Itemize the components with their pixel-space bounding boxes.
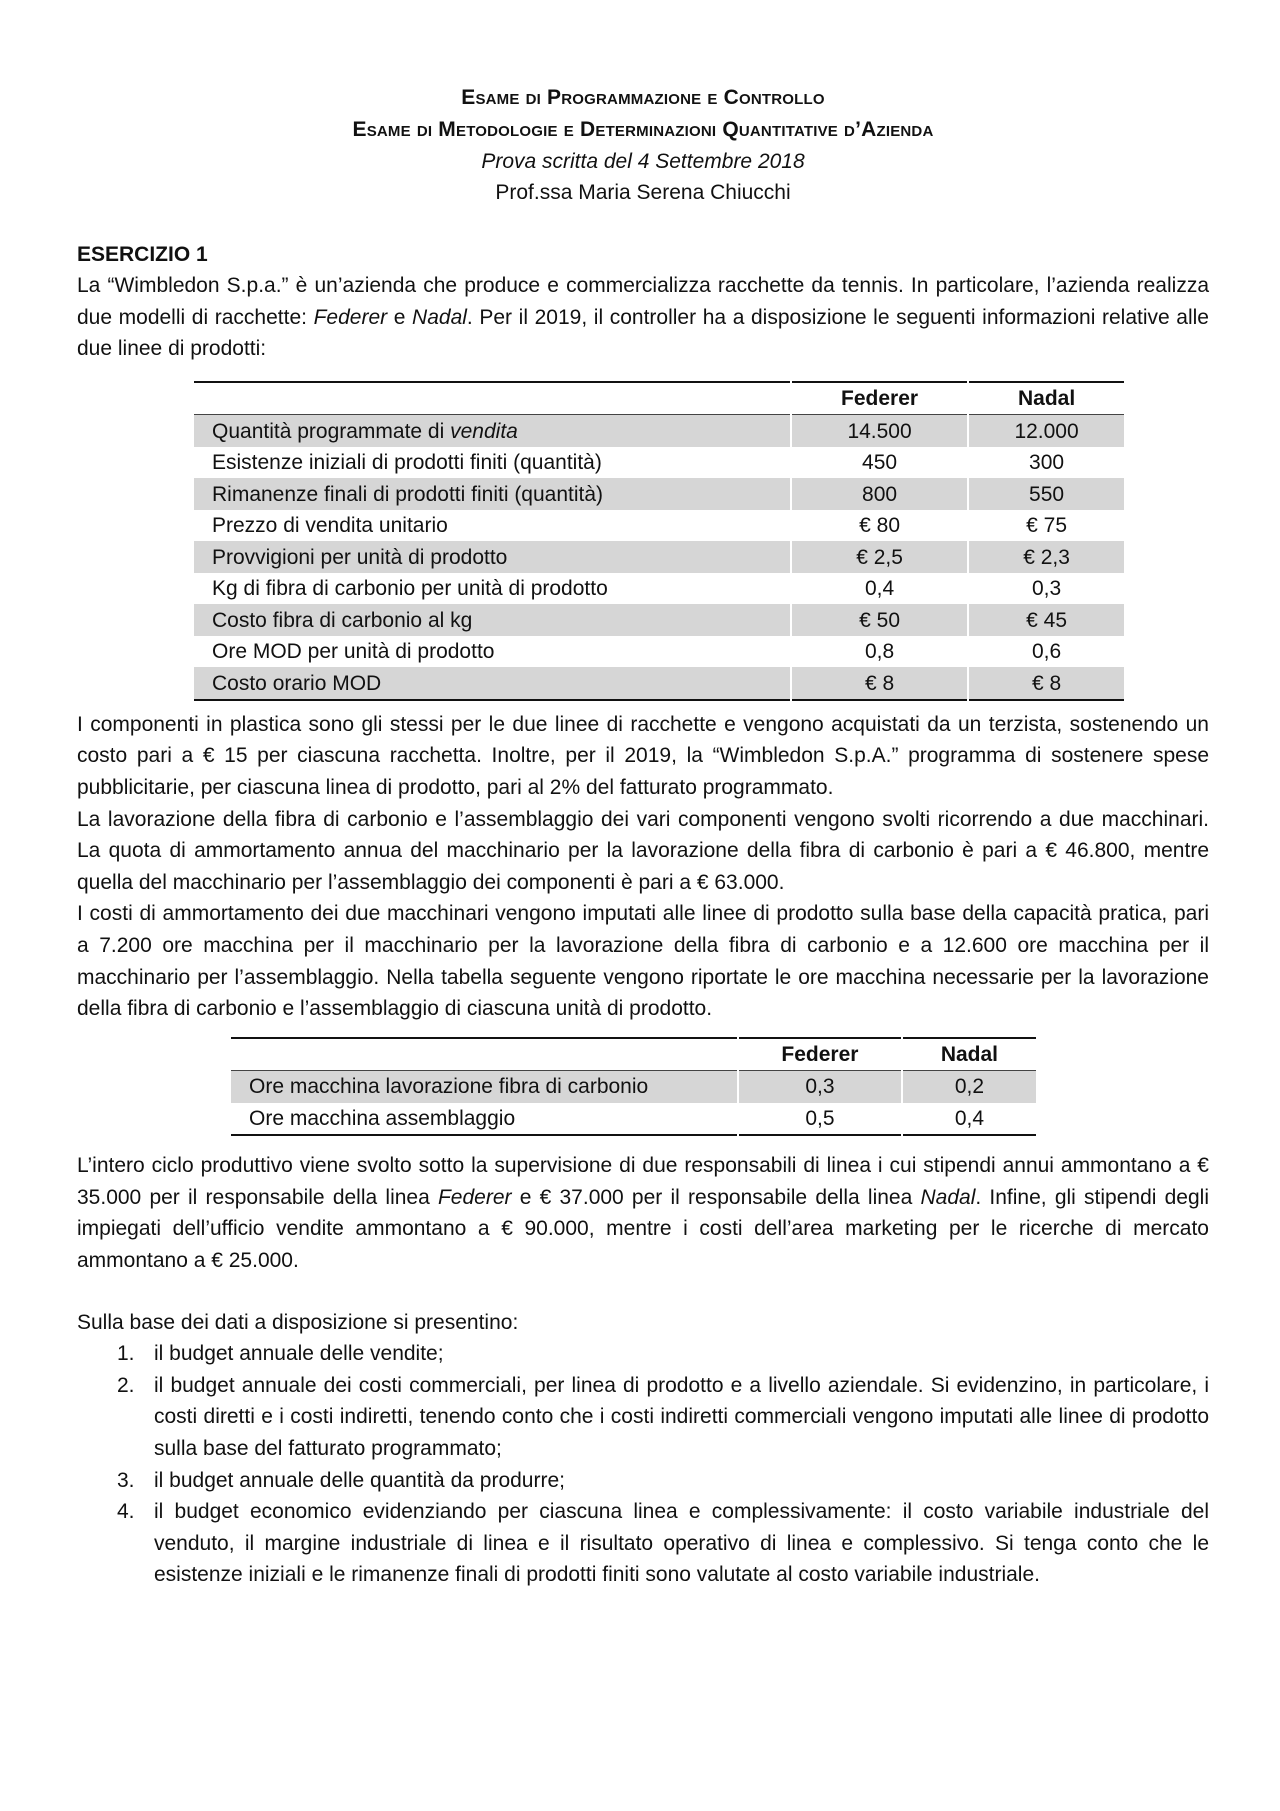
table-row — [231, 1071, 1036, 1103]
cell-nadal: € 75 — [968, 510, 1124, 542]
cell-nadal: 12.000 — [968, 415, 1124, 447]
col-header-nadal: Nadal — [968, 382, 1124, 415]
paragraph-machinery: La lavorazione della fibra di carbonio e l’assemblaggio dei vari componenti vengono svolti ricorrendo a due macchinari. La quota di ammortamento annua del macchinario per la lavorazione della fibra di carbonio è pari a € 46.800, mentre quella del macchinario per l’assemblaggio dei componenti è pari a € 63.000. — [77, 807, 1209, 894]
product-data-table — [194, 381, 1124, 701]
cell-federer: 0,4 — [791, 573, 968, 605]
cell-nadal: € 8 — [968, 667, 1124, 700]
cell-federer: € 2,5 — [791, 541, 968, 573]
paragraph-depreciation: I costi di ammortamento dei due macchinari vengono imputati alle linee di prodotto sulla base della capacità pratica, pari a 7.200 ore macchina per il macchinario per la lavorazione della fibra di carbonio e a 12.600 ore macchina per il macchinario per l’assemblaggio. Nella tabella seguente vengono riportate le ore macchina necessarie per la lavorazione della fibra di carbonio e l’assemblaggio di ciascuna unità di prodotto. — [77, 902, 1209, 1021]
cell-federer: 0,5 — [738, 1103, 902, 1136]
cell-nadal: 300 — [968, 447, 1124, 479]
row-label: Costo orario MOD — [194, 667, 791, 700]
cell-nadal: € 2,3 — [968, 541, 1124, 573]
row-label: Provvigioni per unità di prodotto — [194, 541, 791, 573]
paragraph-instructions: Sulla base dei dati a disposizione si presentino: — [77, 1310, 519, 1334]
cell-federer: 0,8 — [791, 636, 968, 668]
table-row — [194, 447, 1124, 479]
table-row — [231, 1103, 1036, 1136]
intro-paragraph: La “Wimbledon S.p.a.” è un’azienda che produce e commercializza racchette da tennis. In particolare, l’azienda realizza due modelli di racchette: Federer e Nadal. Per il 2019, il controller ha a disposizione le seguenti informazioni relative alle due linee di prodotti: — [77, 274, 1209, 361]
row-label: Quantità programmate di vendita — [194, 415, 791, 447]
cell-federer: € 8 — [791, 667, 968, 700]
table-row — [194, 478, 1124, 510]
cell-nadal: € 45 — [968, 604, 1124, 636]
exam-date: Prova scritta del 4 Settembre 2018 — [481, 150, 805, 173]
task-list — [77, 1338, 1209, 1591]
list-item: 2. il budget annuale dei costi commerciali, per linea di prodotto e a livello aziendale. Si evidenzino, in particolare, i costi diretti e i costi indiretti, tenendo conto che i costi indiretti commerciali vengono imputati alle linee di prodotto sulla base del fatturato programmato; — [117, 1373, 1209, 1460]
col-header-federer: Federer — [738, 1038, 902, 1071]
exercise-title: ESERCIZIO 1 — [77, 243, 208, 266]
cell-federer: 14.500 — [791, 415, 968, 447]
cell-federer: 450 — [791, 447, 968, 479]
row-label: Rimanenze finali di prodotti finiti (quantità) — [194, 478, 791, 510]
document-header — [77, 82, 1209, 208]
cell-nadal: 550 — [968, 478, 1124, 510]
table-row — [194, 415, 1124, 447]
list-item: 3. il budget annuale delle quantità da produrre; — [117, 1468, 565, 1492]
table-row — [194, 604, 1124, 636]
table-header-row — [194, 382, 1124, 415]
paragraph-plastic-components: I componenti in plastica sono gli stessi per le due linee di racchette e vengono acquistati da un terzista, sostenendo un costo pari a € 15 per ciascuna racchetta. Inoltre, per il 2019, la “Wimbledon S.p.A.” programma di sostenere spese pubblicitarie, per ciascuna linea di prodotto, pari al 2% del fatturato programmato. — [77, 712, 1209, 799]
cell-nadal: 0,6 — [968, 636, 1124, 668]
cell-nadal: 0,3 — [968, 573, 1124, 605]
table-row — [194, 573, 1124, 605]
row-label: Esistenze iniziali di prodotti finiti (quantità) — [212, 451, 602, 475]
professor-name: Prof.ssa Maria Serena Chiucchi — [495, 181, 791, 204]
cell-nadal: 0,4 — [902, 1103, 1036, 1136]
table-row — [194, 636, 1124, 668]
col-header-federer: Federer — [791, 382, 968, 415]
cell-federer: 0,3 — [738, 1071, 902, 1103]
row-label: Prezzo di vendita unitario — [212, 514, 448, 538]
table-row — [194, 667, 1124, 700]
cell-federer: € 50 — [791, 604, 968, 636]
row-label: Ore MOD per unità di prodotto — [212, 640, 495, 664]
cell-federer: 800 — [791, 478, 968, 510]
course-title-1: Esame di Programmazione e Controllo — [461, 86, 825, 109]
cell-nadal: 0,2 — [902, 1071, 1036, 1103]
machine-hours-table — [231, 1037, 1036, 1137]
table-row — [194, 541, 1124, 573]
table-header-row — [231, 1038, 1036, 1071]
list-item: 1. il budget annuale delle vendite; — [117, 1342, 444, 1366]
cell-federer: € 80 — [791, 510, 968, 542]
row-label: Kg di fibra di carbonio per unità di prodotto — [212, 577, 608, 601]
table-row — [194, 510, 1124, 542]
paragraph-supervisors: L’intero ciclo produttivo viene svolto sotto la supervisione di due responsabili di linea i cui stipendi annui ammontano a € 35.000 per il responsabile della linea Federer e € 37.000 per il responsabile della linea Nadal. Infine, gli stipendi degli impiegati dell’ufficio vendite ammontano a € 90.000, mentre i costi dell’area marketing per le ricerche di mercato ammontano a € 25.000. — [77, 1154, 1209, 1272]
col-header-nadal: Nadal — [902, 1038, 1036, 1071]
document-body — [77, 82, 1209, 1591]
course-title-2: Esame di Metodologie e Determinazioni Quantitative d’Azienda — [352, 118, 934, 141]
row-label: Ore macchina lavorazione fibra di carbonio — [231, 1071, 738, 1103]
list-item: 4. il budget economico evidenziando per ciascuna linea e complessivamente: il costo variabile industriale del venduto, il margine industriale di linea e il risultato operativo di linea e complessivo. Si tenga conto che le esistenze iniziali e le rimanenze finali di prodotti finiti sono valutate al costo variabile industriale. — [117, 1500, 1209, 1587]
row-label: Ore macchina assemblaggio — [249, 1106, 516, 1130]
row-label: Costo fibra di carbonio al kg — [194, 604, 791, 636]
